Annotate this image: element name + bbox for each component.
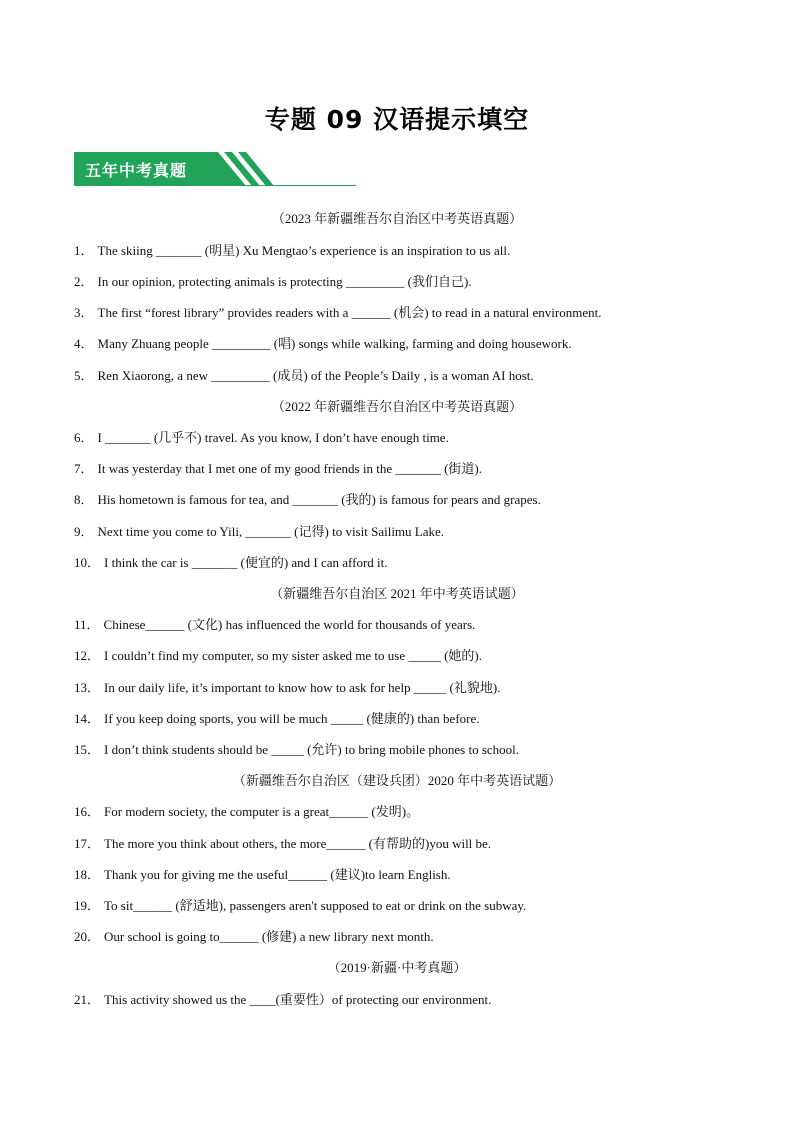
question-item: 14． If you keep doing sports, you will be much _____ (健康的) than before. — [74, 711, 480, 726]
question-item: 18． Thank you for giving me the useful______ (建议)to learn English. — [74, 867, 451, 882]
question-item: 15． I don’t think students should be _____ (允许) to bring mobile phones to school. — [74, 742, 520, 757]
question-item: 19． To sit______ (舒适地), passengers aren't supposed to eat or drink on the subway. — [74, 898, 527, 913]
question-item: 9． Next time you come to Yili, _______ (记得) to visit Sailimu Lake. — [74, 524, 445, 539]
question-item: 5． Ren Xiaorong, a new _________ (成员) of the People’s Daily , is a woman AI host. — [74, 368, 534, 383]
banner-underline — [74, 185, 356, 186]
question-item: 12． I couldn’t find my computer, so my sister asked me to use _____ (她的). — [74, 648, 482, 663]
banner-label: 五年中考真题 — [85, 161, 188, 180]
question-item: 7． It was yesterday that I met one of my good friends in the _______ (街道). — [74, 461, 483, 476]
question-item: 3． The first “forest library” provides readers with a ______ (机会) to read in a natural environment. — [74, 305, 602, 320]
question-item: 10． I think the car is _______ (便宜的) and I can afford it. — [74, 555, 388, 570]
question-item: 21． This activity showed us the ____(重要性）of protecting our environment. — [74, 992, 492, 1007]
question-item: 8． His hometown is famous for tea, and _______ (我的) is famous for pears and grapes. — [74, 492, 541, 507]
section-source: （2022 年新疆维吾尔自治区中考英语真题） — [271, 399, 523, 414]
question-item: 11． Chinese______ (文化) has influenced the world for thousands of years. — [74, 617, 476, 632]
section-source: （2019·新疆·中考真题） — [327, 960, 467, 975]
banner-stripes-icon — [210, 152, 330, 186]
question-item: 17． The more you think about others, the more______ (有帮助的)you will be. — [74, 836, 492, 851]
question-item: 13． In our daily life, it’s important to know how to ask for help _____ (礼貌地). — [74, 680, 501, 695]
section-source: （2023 年新疆维吾尔自治区中考英语真题） — [271, 211, 523, 226]
question-item: 20． Our school is going to______ (修建) a new library next month. — [74, 929, 434, 944]
question-item: 4． Many Zhuang people _________ (唱) songs while walking, farming and doing housework. — [74, 336, 572, 351]
question-item: 16． For modern society, the computer is a great______ (发明)。 — [74, 804, 420, 819]
question-item: 1． The skiing _______ (明星) Xu Mengtao’s experience is an inspiration to us all. — [74, 243, 511, 258]
page-title: 专题 09 汉语提示填空 — [264, 105, 530, 134]
section-banner — [74, 152, 356, 186]
question-item: 2． In our opinion, protecting animals is protecting _________ (我们自己). — [74, 274, 472, 289]
section-source: （新疆维吾尔自治区 2021 年中考英语试题） — [270, 586, 524, 601]
question-item: 6． I _______ (几乎不) travel. As you know, I don’t have enough time. — [74, 430, 449, 445]
section-source: （新疆维吾尔自治区（建设兵团）2020 年中考英语试题） — [232, 773, 562, 788]
